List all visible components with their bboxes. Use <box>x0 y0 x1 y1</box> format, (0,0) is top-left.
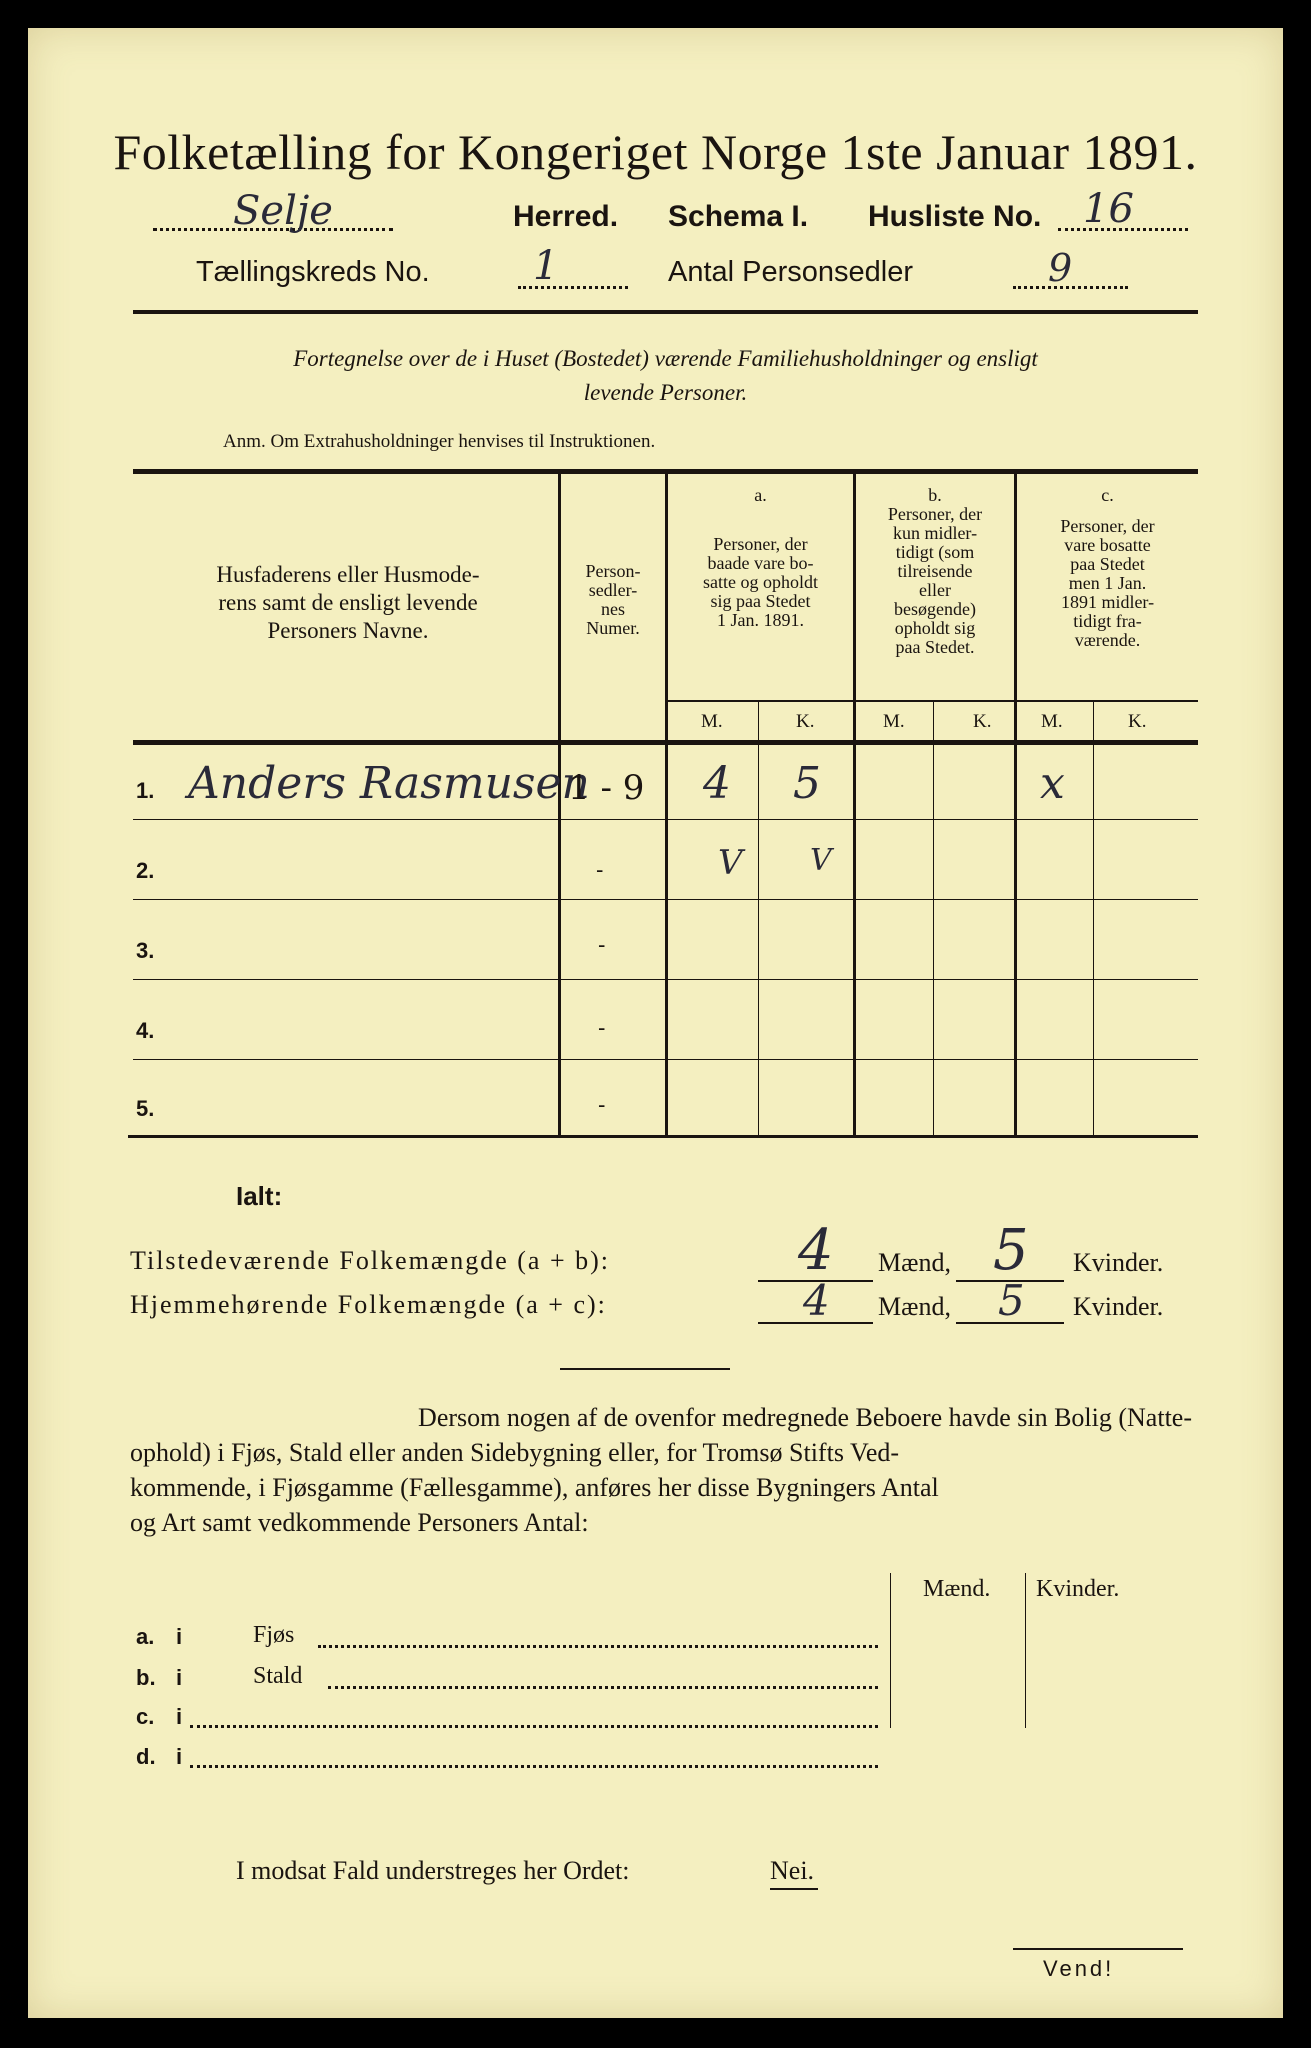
col-b-line: opholdt sig <box>894 618 976 638</box>
row-line <box>133 899 1198 900</box>
row-numer: - <box>598 1093 606 1118</box>
buildings-vline <box>890 1573 891 1728</box>
b-k-header: K. <box>973 711 992 732</box>
col-a-letter: a. <box>754 485 767 505</box>
vend-rule <box>1013 1948 1183 1950</box>
col-c-letter: c. <box>1101 485 1114 505</box>
vend-text: Vend! <box>1043 1956 1115 1981</box>
building-i: i <box>176 1665 183 1690</box>
ialt-label: Ialt: <box>236 1181 283 1211</box>
col-c-line: paa Stedet <box>1070 554 1145 574</box>
building-dotline <box>190 1725 878 1728</box>
buildings-vline <box>1025 1573 1026 1728</box>
intro-line2: levende Personer. <box>583 380 748 405</box>
building-label: Stald <box>253 1663 303 1689</box>
herred-label: Herred. <box>513 200 619 233</box>
para-line: Dersom nogen af de ovenfor medregnede Beboere havde sin Bolig (Natte- <box>418 1403 1192 1432</box>
buildings-kvinder-header: Kvinder. <box>1036 1576 1120 1602</box>
form-title: Folketælling for Kongeriget Norge 1ste Januar 1891. <box>113 124 1198 180</box>
row-line <box>133 819 1198 820</box>
col-names-line: rens samt de ensligt levende <box>218 590 478 615</box>
row-number: 2. <box>136 858 155 883</box>
col-c-line: tidigt fra- <box>1073 611 1142 631</box>
tilstede-kvinder-word: Kvinder. <box>1073 1248 1164 1277</box>
hjemme-label: Hjemmehørende Folkemængde (a + c): <box>130 1290 607 1319</box>
building-dotline <box>190 1765 878 1768</box>
para-line: og Art samt vedkommende Personers Antal: <box>130 1508 589 1537</box>
row-numer: 1 - 9 <box>568 768 645 808</box>
tilstede-maend-value: 4 <box>798 1218 834 1283</box>
tilstede-label: Tilstedeværende Folkemængde (a + b): <box>130 1246 610 1275</box>
nei-underline <box>770 1888 818 1890</box>
modsat-text: I modsat Fald understreges her Ordet: <box>236 1856 630 1885</box>
col-b-line: tidigt (som <box>895 542 975 562</box>
building-letter: d. <box>136 1744 156 1769</box>
col-c-line: men 1 Jan. <box>1068 573 1147 593</box>
col-numer-line: Numer. <box>586 618 640 638</box>
row-a-m: V <box>718 843 743 883</box>
col-b-letter: b. <box>928 485 942 505</box>
para-line: ophold) i Fjøs, Stald eller anden Sidebygning eller, for Tromsø Stifts Ved- <box>130 1438 900 1467</box>
table-bottom-rule <box>128 1135 1198 1138</box>
row-a-m: 4 <box>703 758 731 809</box>
census-sheet <box>28 28 1283 2018</box>
tilstede-maend-word: Mænd, <box>878 1248 951 1277</box>
col-b-line: eller <box>919 580 951 600</box>
header-rule <box>133 310 1198 314</box>
tilstede-kvinder-value: 5 <box>993 1218 1029 1283</box>
table-vline-sub <box>933 702 934 1138</box>
row-numer: - <box>598 933 606 958</box>
buildings-maend-header: Mænd. <box>923 1576 991 1602</box>
table-vline-sub <box>758 702 759 1138</box>
hjemme-maend-value: 4 <box>803 1276 830 1325</box>
nei-word: Nei. <box>770 1856 815 1885</box>
building-i: i <box>176 1744 183 1769</box>
col-c-line: 1891 midler- <box>1060 592 1155 612</box>
hjemme-maend-word: Mænd, <box>878 1292 951 1321</box>
building-i: i <box>176 1624 183 1649</box>
c-k-header: K. <box>1128 711 1147 732</box>
row-numer: - <box>598 1016 606 1041</box>
row-a-k: V <box>810 843 832 878</box>
row-line <box>133 1059 1198 1060</box>
a-k-header: K. <box>796 711 815 732</box>
col-a-line: baade vare bo- <box>707 553 814 573</box>
col-names-line: Personers Navne. <box>267 618 429 643</box>
col-c-line: vare bosatte <box>1064 535 1151 555</box>
kreds-value: 1 <box>533 243 559 289</box>
c-m-header: M. <box>1041 711 1063 732</box>
building-dotline <box>318 1645 878 1648</box>
husliste-value: 16 <box>1083 186 1134 232</box>
schema-label: Schema I. <box>668 200 809 233</box>
row-name: Anders Rasmusen <box>188 758 590 809</box>
hjemme-kvinder-word: Kvinder. <box>1073 1292 1164 1321</box>
herred-value: Selje <box>233 188 333 234</box>
subheader-rule <box>665 700 1198 702</box>
kreds-label: Tællingskreds No. <box>196 256 430 288</box>
col-c-line: værende. <box>1074 630 1141 650</box>
husliste-label: Husliste No. <box>868 200 1042 233</box>
building-label: Fjøs <box>253 1622 295 1648</box>
col-a-line: 1 Jan. 1891. <box>717 610 804 630</box>
table-vline-sub <box>1093 702 1094 1138</box>
col-names-line: Husfaderens eller Husmode- <box>216 562 480 587</box>
antal-value: 9 <box>1048 246 1073 290</box>
col-c-line: Personer, der <box>1060 516 1155 536</box>
col-numer-line: nes <box>601 599 625 619</box>
section-divider <box>560 1368 730 1370</box>
col-numer-line: sedler- <box>588 580 638 600</box>
hjemme-kvinder-value: 5 <box>998 1276 1025 1325</box>
para-line: kommende, i Fjøsgamme (Fællesgamme), anføres her disse Bygningers Antal <box>130 1473 939 1502</box>
col-a-line: sig paa Stedet <box>710 591 811 611</box>
col-a-header <box>668 486 853 630</box>
building-letter: a. <box>136 1624 155 1649</box>
anm-note: Anm. Om Extrahusholdninger henvises til Instruktionen. <box>223 431 656 452</box>
b-m-header: M. <box>883 711 905 732</box>
row-line <box>133 979 1198 980</box>
col-b-header <box>856 486 1014 657</box>
row-a-k: 5 <box>793 758 821 809</box>
col-a-line: Personer, der <box>713 534 808 554</box>
col-c-header <box>1017 486 1198 650</box>
row-number: 5. <box>136 1096 155 1121</box>
col-names-header <box>148 561 548 645</box>
building-letter: b. <box>136 1665 156 1690</box>
buildings-paragraph <box>130 1400 1192 1540</box>
header-bottom-rule <box>133 740 1198 745</box>
building-letter: c. <box>136 1704 155 1729</box>
col-a-line: satte og opholdt <box>703 572 818 592</box>
col-numer-header <box>561 562 665 638</box>
col-b-line: Personer, der <box>887 504 983 524</box>
col-b-line: kun midler- <box>892 523 978 543</box>
row-numer: - <box>596 858 604 883</box>
antal-label: Antal Personsedler <box>668 256 914 288</box>
row-number: 4. <box>136 1018 155 1043</box>
a-m-header: M. <box>701 711 723 732</box>
row-number: 1. <box>136 778 155 803</box>
row-number: 3. <box>136 938 155 963</box>
col-b-line: besøgende) <box>894 599 976 619</box>
col-b-line: tilreisende <box>897 561 973 581</box>
col-numer-line: Person- <box>585 561 641 581</box>
building-dotline <box>328 1686 878 1689</box>
row-c-m: x <box>1040 758 1065 809</box>
col-b-line: paa Stedet. <box>895 637 975 657</box>
intro-line1: Fortegnelse over de i Huset (Bostedet) værende Familiehusholdninger og ensligt <box>293 346 1038 371</box>
building-i: i <box>176 1704 183 1729</box>
